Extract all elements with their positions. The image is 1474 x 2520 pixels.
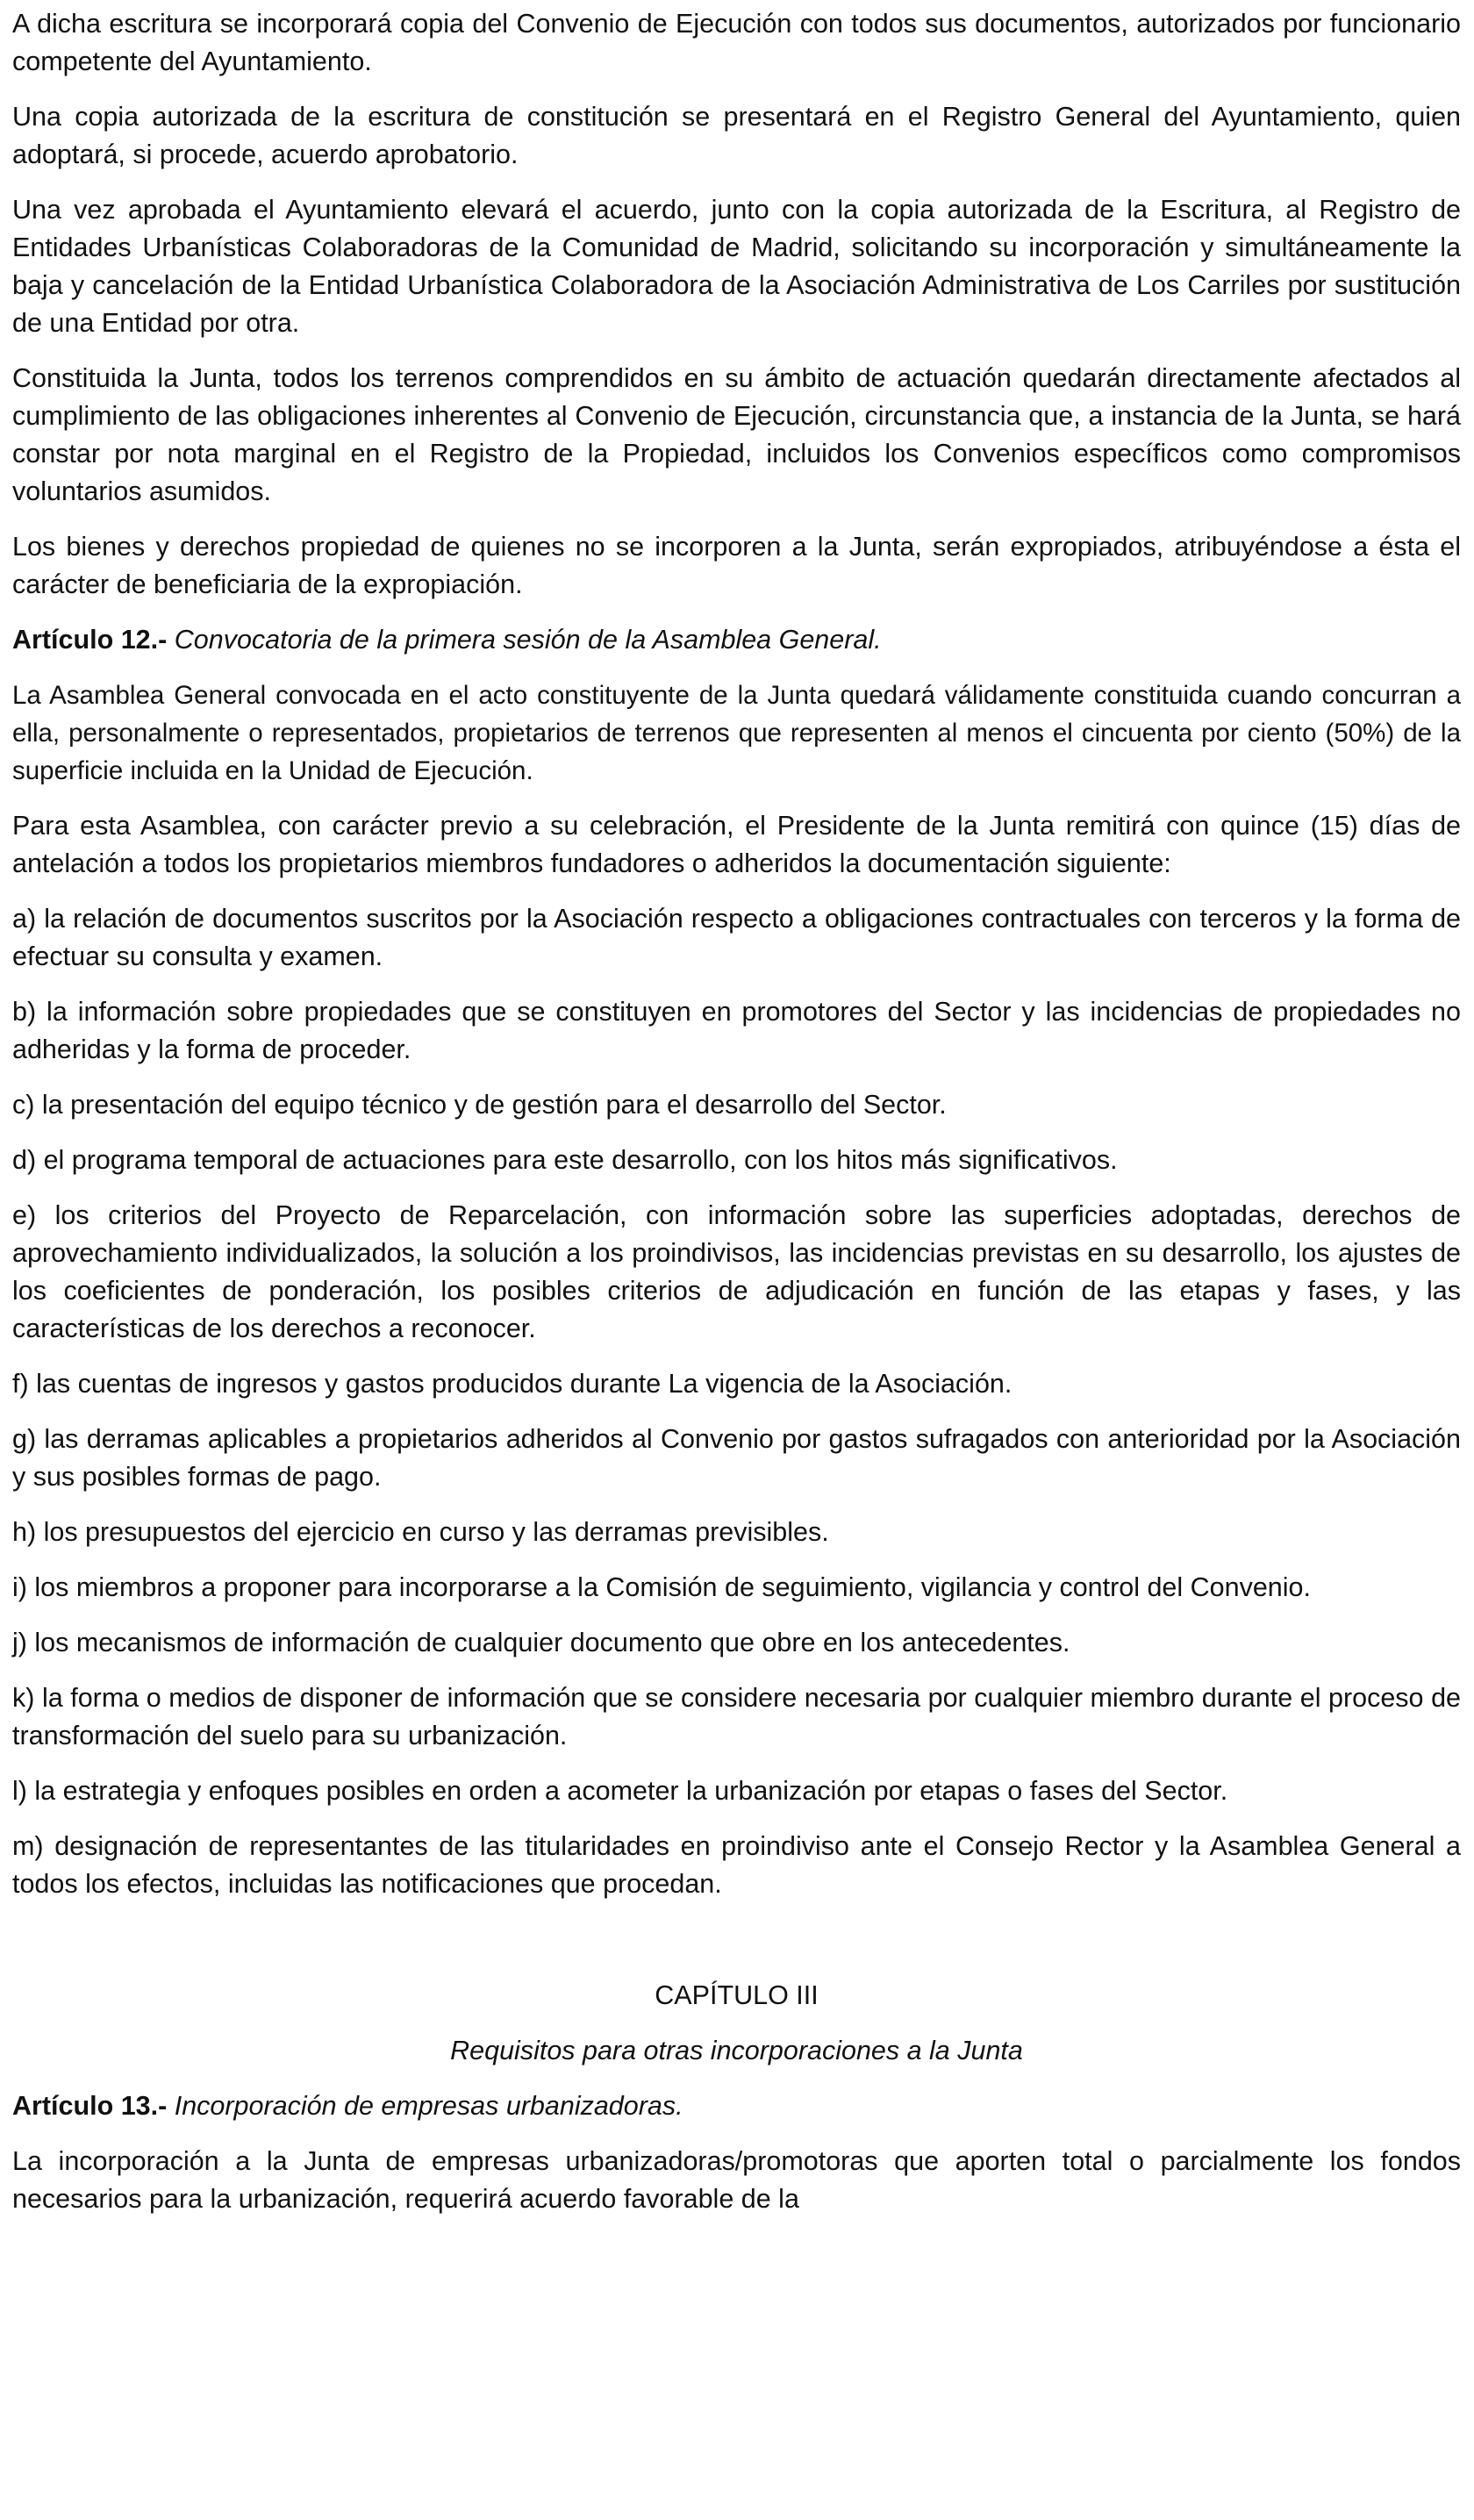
- article-12-intro: La Asamblea General convocada en el acto constituyente de la Junta quedará válidamente constituida cuando concurran a ella, personalmente o representados, propietarios de terrenos que representen al menos el cincuenta por ciento (50%) de la superficie incluida en la Unidad de Ejecución.: [12, 681, 1461, 785]
- section-spacer: [12, 1921, 1461, 1977]
- article-12-para2: Para esta Asamblea, con carácter previo a su celebración, el Presidente de la Junta remitirá con quince (15) días de antelación a todos los propietarios miembros fundadores o adheridos la documentación siguiente:: [12, 811, 1461, 878]
- list-item-b: b) la información sobre propiedades que se constituyen en promotores del Sector y las incidencias de propiedades no adheridas y la forma de proceder.: [12, 997, 1461, 1064]
- article-12-label: Artículo 12.-: [12, 625, 168, 655]
- article-13-heading: [12, 2087, 1461, 2125]
- article-13-text: La incorporación a la Junta de empresas urbanizadoras/promotoras que aporten total o parcialmente los fondos necesarios para la urbanización, requerirá acuerdo favorable de la: [12, 2146, 1461, 2214]
- paragraph-bienes-expropiados: Los bienes y derechos propiedad de quienes no se incorporen a la Junta, serán expropiados, atribuyéndose a ésta el carácter de beneficiaria de la expropiación.: [12, 532, 1461, 599]
- paragraph-aprobacion-registro: Una vez aprobada el Ayuntamiento elevará el acuerdo, junto con la copia autorizada de la Escritura, al Registro de Entidades Urbanísticas Colaboradoras de la Comunidad de Madrid, solicitando su incorporación y simultáneamente la baja y cancelación de la Entidad Urbanística Colaboradora de la Asociación Administrativa de Los Carriles por sustitución de una Entidad por otra.: [12, 195, 1461, 338]
- list-item-i: i) los miembros a proponer para incorporarse a la Comisión de seguimiento, vigilancia y control del Convenio.: [12, 1572, 1311, 1602]
- chapter-spacer: [12, 2015, 1461, 2032]
- paragraph-escritura-copia: A dicha escritura se incorporará copia del Convenio de Ejecución con todos sus documentos, autorizados por funcionario competente del Ayuntamiento.: [12, 9, 1461, 76]
- paragraph-constituida-junta: Constituida la Junta, todos los terrenos comprendidos en su ámbito de actuación quedarán directamente afectados al cumplimiento de las obligaciones inherentes al Convenio de Ejecución, circunstancia que, a instancia de la Junta, se hará constar por nota marginal en el Registro de la Propiedad, incluidos los Convenios específicos como compromisos voluntarios asumidos.: [12, 363, 1461, 506]
- list-item-f: f) las cuentas de ingresos y gastos producidos durante La vigencia de la Asociación.: [12, 1369, 1012, 1399]
- list-item-c: c) la presentación del equipo técnico y de gestión para el desarrollo del Sector.: [12, 1090, 947, 1120]
- list-item-g: g) las derramas aplicables a propietarios adheridos al Convenio por gastos sufragados con anterioridad por la Asociación y sus posibles formas de pago.: [12, 1424, 1461, 1492]
- document-page: [12, 5, 1461, 2236]
- article-13-title: Incorporación de empresas urbanizadoras.: [174, 2091, 683, 2121]
- paragraph-copia-autorizada: Una copia autorizada de la escritura de constitución se presentará en el Registro General del Ayuntamiento, quien adoptará, si procede, acuerdo aprobatorio.: [12, 102, 1461, 169]
- list-item-d: d) el programa temporal de actuaciones para este desarrollo, con los hitos más significativos.: [12, 1145, 1118, 1175]
- list-item-h: h) los presupuestos del ejercicio en curso y las derramas previsibles.: [12, 1517, 829, 1547]
- article-12-title: Convocatoria de la primera sesión de la Asamblea General.: [174, 625, 882, 655]
- article-12-heading: [12, 621, 1461, 659]
- list-item-a: a) la relación de documentos suscritos por la Asociación respecto a obligaciones contractuales con terceros y la forma de efectuar su consulta y examen.: [12, 904, 1461, 971]
- article-13-label: Artículo 13.-: [12, 2091, 168, 2121]
- list-item-k: k) la forma o medios de disponer de información que se considere necesaria por cualquier miembro durante el proceso de transformación del suelo para su urbanización.: [12, 1683, 1461, 1750]
- list-item-e: e) los criterios del Proyecto de Reparcelación, con información sobre las superficies adoptadas, derechos de aprovechamiento individualizados, la solución a los proindivisos, las incidencias previstas en su desarrollo, los ajustes de los coeficientes de ponderación, los posibles criterios de adjudicación en función de las etapas y fases, y las características de los derechos a reconocer.: [12, 1200, 1461, 1343]
- chapter-title: Requisitos para otras incorporaciones a la Junta: [450, 2036, 1023, 2065]
- list-item-m: m) designación de representantes de las titularidades en proindiviso ante el Consejo Rector y la Asamblea General a todos los efectos, incluidas las notificaciones que procedan.: [12, 1831, 1461, 1899]
- chapter-number: CAPÍTULO III: [655, 1980, 819, 2010]
- list-item-l: l) la estrategia y enfoques posibles en orden a acometer la urbanización por etapas o fases del Sector.: [12, 1776, 1228, 1806]
- list-item-j: j) los mecanismos de información de cualquier documento que obre en los antecedentes.: [12, 1628, 1070, 1657]
